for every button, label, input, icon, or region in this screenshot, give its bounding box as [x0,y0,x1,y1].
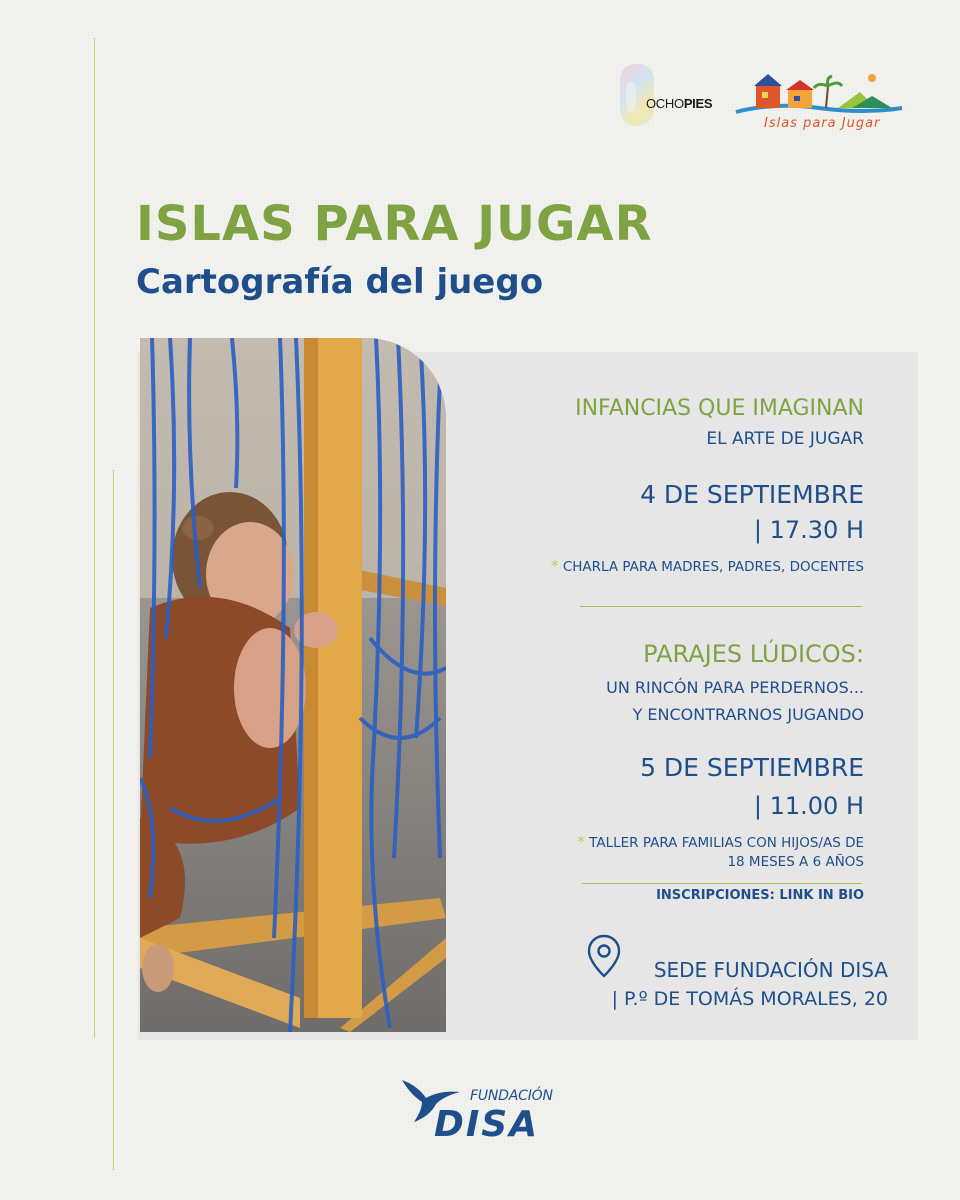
photo-illustration [140,338,446,1032]
location-pin-icon [586,934,622,978]
divider [582,883,862,884]
decorative-line [94,38,95,1038]
event-2-subtitle-line1: UN RINCÓN PARA PERDERNOS... [606,678,864,697]
disa-text: DISA [434,1104,540,1145]
event-1-time: | 17.30 H [753,516,864,544]
event-1-note [551,556,864,575]
event-2-note-line1 [577,832,864,851]
fundacion-disa-logo [400,1076,570,1146]
event-1-subtitle: EL ARTE DE JUGAR [706,429,864,449]
asterisk-icon: * [577,832,586,851]
footprint-icon [620,64,654,126]
ochopies-wordmark: OCHOPIES [646,96,713,111]
event-1-note-text: CHARLA PARA MADRES, PADRES, DOCENTES [562,559,864,575]
event-2-title: PARAJES LÚDICOS: [643,640,864,668]
registration-info: INSCRIPCIONES: LINK IN BIO [656,888,864,903]
ochopies-logo [616,62,726,128]
event-2-time: | 11.00 H [753,792,864,820]
event-1-title: INFANCIAS QUE IMAGINAN [575,396,864,421]
decorative-line [113,470,114,1170]
event-1-date: 4 DE SEPTIEMBRE [640,480,864,509]
venue-address: | P.º DE TOMÁS MORALES, 20 [611,988,888,1010]
asterisk-icon: * [550,556,559,575]
page-subtitle: Cartografía del juego [136,262,544,302]
event-2-note-line2: 18 MESES A 6 AÑOS [727,854,864,870]
event-2-note-text: TALLER PARA FAMILIAS CON HIJOS/AS DE [589,835,864,851]
divider [580,606,862,607]
event-2-date: 5 DE SEPTIEMBRE [640,753,864,782]
islas-para-jugar-wordmark: Islas para Jugar [764,116,881,131]
venue-name: SEDE FUNDACIÓN DISA [653,958,888,982]
houses-island-icon [734,72,904,122]
fundacion-text: FUNDACIÓN [470,1088,553,1104]
islas-para-jugar-logo [734,72,904,140]
child-playing-photo [140,338,446,1032]
event-2-subtitle-line2: Y ENCONTRARNOS JUGANDO [632,705,864,724]
page-title: ISLAS PARA JUGAR [136,196,653,252]
